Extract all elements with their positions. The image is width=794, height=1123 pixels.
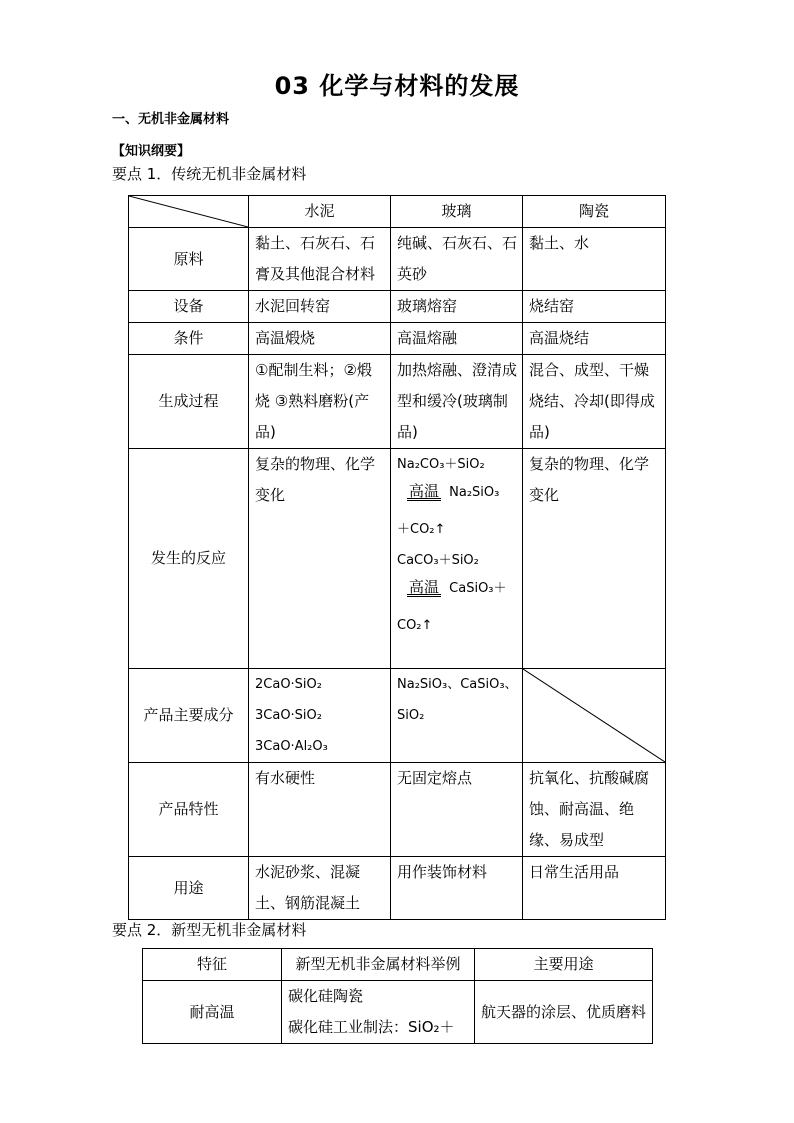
use-cell: 航天器的涂层、优质磨料 xyxy=(475,981,653,1044)
row-label: 产品主要成分 xyxy=(129,669,249,763)
row-label: 生成过程 xyxy=(129,355,249,449)
traditional-materials-table xyxy=(128,195,666,920)
table-cell: 有水硬性 xyxy=(249,763,391,857)
table-cell: 用作装饰材料 xyxy=(391,857,523,920)
example-line: 碳化硅工业制法：SiO₂＋ xyxy=(288,1018,455,1036)
table-cell: 抗氧化、抗酸碱腐蚀、耐高温、绝缘、易成型 xyxy=(523,763,666,857)
reaction-1-gas: ＋CO₂↑ xyxy=(397,522,446,537)
reaction-condition: 高温 xyxy=(409,482,440,500)
column-header: 陶瓷 xyxy=(523,196,666,228)
table-cell: 无固定熔点 xyxy=(391,763,523,857)
row-label: 原料 xyxy=(129,228,249,291)
component: 2CaO·SiO₂ xyxy=(255,677,322,692)
table-cell: 混合、成型、干燥烧结、冷却(即得成品) xyxy=(523,355,666,449)
table-cell: 日常生活用品 xyxy=(523,857,666,920)
reaction-condition: 高温 xyxy=(409,578,440,596)
row-label: 设备 xyxy=(129,291,249,323)
row-label: 产品特性 xyxy=(129,763,249,857)
component: 3CaO·Al₂O₃ xyxy=(255,739,328,754)
column-header: 新型无机非金属材料举例 xyxy=(282,949,475,981)
column-header: 主要用途 xyxy=(475,949,653,981)
row-label: 条件 xyxy=(129,323,249,355)
table-cell: ①配制生料；②煅烧 ③熟料磨粉(产品) xyxy=(249,355,391,449)
table-cell: 水泥砂浆、混凝土、钢筋混凝土 xyxy=(249,857,391,920)
point1-heading: 要点 1．传统无机非金属材料 xyxy=(112,165,307,183)
reaction-1-product: Na₂SiO₃ xyxy=(449,485,500,500)
new-materials-table xyxy=(142,948,653,1044)
section-heading: 一、无机非金属材料 xyxy=(112,112,230,127)
table-cell: 高温烧结 xyxy=(523,323,666,355)
row-label: 用途 xyxy=(129,857,249,920)
table-cell: 加热熔融、澄清成型和缓冷(玻璃制品) xyxy=(391,355,523,449)
corner-diagonal-cell xyxy=(129,196,249,228)
reaction-1-reactants: Na₂CO₃＋SiO₂ xyxy=(397,457,485,472)
component: 3CaO·SiO₂ xyxy=(255,708,322,723)
column-header: 玻璃 xyxy=(391,196,523,228)
point2-heading: 要点 2．新型无机非金属材料 xyxy=(112,921,307,939)
empty-diagonal-cell xyxy=(523,669,666,763)
table-cell: 高温熔融 xyxy=(391,323,523,355)
cement-components-cell xyxy=(249,669,391,763)
table-cell: 黏土、水 xyxy=(523,228,666,291)
column-header: 特征 xyxy=(143,949,282,981)
row-label: 发生的反应 xyxy=(129,449,249,669)
table-cell: 烧结窑 xyxy=(523,291,666,323)
outline-heading: 【知识纲要】 xyxy=(112,144,191,159)
reaction-2-gas: CO₂↑ xyxy=(397,618,433,633)
table-cell: 玻璃熔窑 xyxy=(391,291,523,323)
table-cell: 复杂的物理、化学变化 xyxy=(523,449,666,669)
reaction-2-product: CaSiO₃＋ xyxy=(449,581,507,596)
table-cell: 纯碱、石灰石、石英砂 xyxy=(391,228,523,291)
example-line: 碳化硅陶瓷 xyxy=(288,987,364,1005)
table-cell: Na₂SiO₃、CaSiO₃、SiO₂ xyxy=(391,669,523,763)
feature-cell: 耐高温 xyxy=(143,981,282,1044)
table-cell: 复杂的物理、化学变化 xyxy=(249,449,391,669)
table-cell: 高温煅烧 xyxy=(249,323,391,355)
table-cell: 水泥回转窑 xyxy=(249,291,391,323)
example-cell xyxy=(282,981,475,1044)
table-cell: 黏土、石灰石、石膏及其他混合材料 xyxy=(249,228,391,291)
column-header: 水泥 xyxy=(249,196,391,228)
reaction-2-reactants: CaCO₃＋SiO₂ xyxy=(397,553,479,568)
page-title: 03 化学与材料的发展 xyxy=(274,72,520,100)
reaction-cell xyxy=(391,449,523,669)
